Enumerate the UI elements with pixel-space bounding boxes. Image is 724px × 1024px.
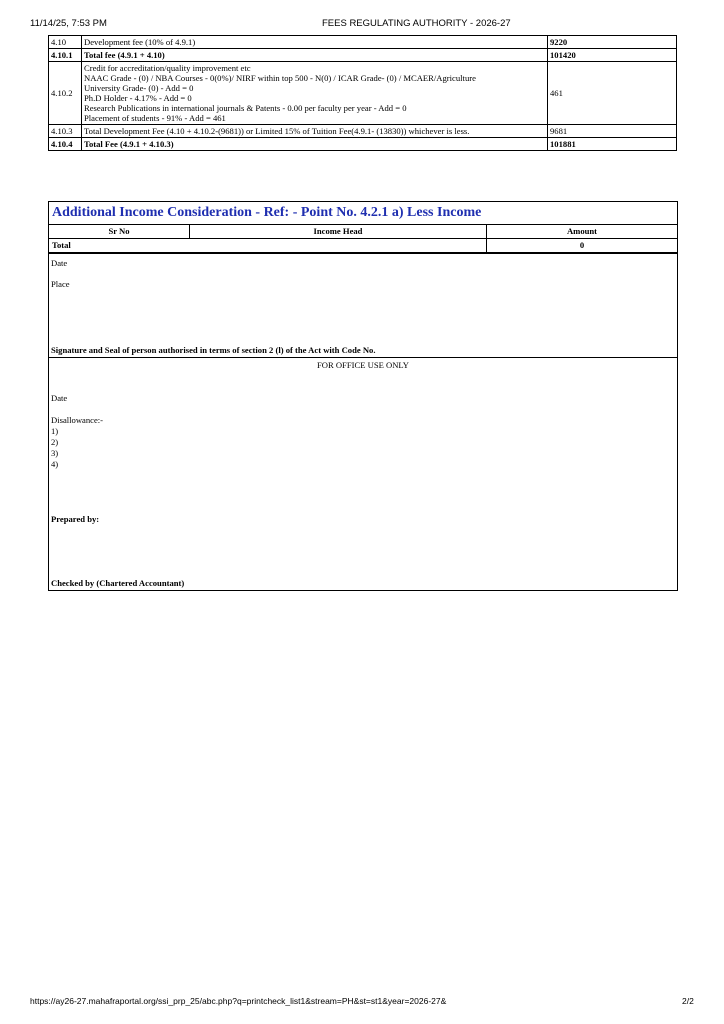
disallowance-label: Disallowance:- bbox=[51, 415, 104, 425]
table-row bbox=[49, 36, 677, 49]
page-header-title: FEES REGULATING AUTHORITY - 2026-27 bbox=[322, 18, 511, 29]
credit-detail-line: Research Publications in international journals & Patents - 0.00 per faculty per year - Add = 0 bbox=[84, 103, 407, 113]
print-datetime: 11/14/25, 7:53 PM bbox=[30, 18, 107, 29]
column-header-sr-no: Sr No bbox=[49, 225, 190, 239]
office-use-section bbox=[48, 356, 678, 591]
column-header-amount: Amount bbox=[487, 225, 678, 239]
date-label: Date bbox=[51, 258, 68, 268]
credit-detail-line: Placement of students - 91% - Add = 461 bbox=[84, 113, 226, 123]
row-description: Total Development Fee (4.10 + 4.10.2-(9681)) or Limited 15% of Tuition Fee(4.9.1- (13830)) whichever is less. bbox=[82, 125, 548, 138]
office-date-label: Date bbox=[51, 393, 68, 403]
total-value: 0 bbox=[487, 239, 678, 253]
column-header-income-head: Income Head bbox=[190, 225, 487, 239]
row-amount: 9220 bbox=[548, 36, 677, 49]
row-description: Development fee (10% of 4.9.1) bbox=[82, 36, 548, 49]
office-use-heading: FOR OFFICE USE ONLY bbox=[316, 360, 409, 370]
row-amount: 101881 bbox=[548, 138, 677, 151]
row-amount: 9681 bbox=[548, 125, 677, 138]
table-row bbox=[49, 62, 677, 125]
row-description: Total fee (4.9.1 + 4.10) bbox=[82, 49, 548, 62]
table-row bbox=[49, 49, 677, 62]
row-number: 4.10.3 bbox=[49, 125, 82, 138]
additional-income-section bbox=[48, 201, 678, 253]
row-amount: 461 bbox=[548, 62, 677, 125]
disallowance-item: 2) bbox=[51, 437, 59, 447]
signature-section bbox=[48, 253, 678, 358]
place-label: Place bbox=[51, 279, 70, 289]
credit-detail-line: Ph.D Holder - 4.17% - Add = 0 bbox=[84, 93, 192, 103]
prepared-by-label: Prepared by: bbox=[51, 514, 100, 524]
row-amount: 101420 bbox=[548, 49, 677, 62]
page-url: https://ay26-27.mahafraportal.org/ssi_prp_25/abc.php?q=printcheck_list1&stream=PH&st=st1&year=2026-27& bbox=[30, 996, 447, 1006]
table-header-row bbox=[49, 225, 677, 239]
table-row bbox=[49, 125, 677, 138]
row-description bbox=[82, 62, 548, 125]
signature-text: Signature and Seal of person authorised in terms of section 2 (l) of the Act with Code No. bbox=[51, 345, 376, 355]
fee-table bbox=[48, 35, 677, 151]
checked-by-label: Checked by (Chartered Accountant) bbox=[51, 578, 185, 588]
table-row bbox=[49, 138, 677, 151]
credit-heading: Credit for accreditation/quality improvement etc bbox=[84, 63, 251, 73]
row-number: 4.10.1 bbox=[49, 49, 82, 62]
row-description: Total Fee (4.9.1 + 4.10.3) bbox=[82, 138, 548, 151]
disallowance-item: 4) bbox=[51, 459, 59, 469]
section-title: Additional Income Consideration - Ref: - Point No. 4.2.1 a) Less Income bbox=[49, 202, 677, 225]
row-number: 4.10.2 bbox=[49, 62, 82, 125]
row-number: 4.10.4 bbox=[49, 138, 82, 151]
disallowance-item: 3) bbox=[51, 448, 59, 458]
credit-detail-line: NAAC Grade - (0) / NBA Courses - 0(0%)/ NIRF within top 500 - N(0) / ICAR Grade- (0) / MCAER/Agriculture bbox=[84, 73, 476, 83]
disallowance-item: 1) bbox=[51, 426, 59, 436]
total-label: Total bbox=[49, 239, 487, 253]
page-number: 2/2 bbox=[682, 996, 694, 1006]
credit-detail-line: University Grade- (0) - Add = 0 bbox=[84, 83, 194, 93]
total-row bbox=[49, 239, 677, 253]
income-table bbox=[49, 225, 677, 252]
row-number: 4.10 bbox=[49, 36, 82, 49]
